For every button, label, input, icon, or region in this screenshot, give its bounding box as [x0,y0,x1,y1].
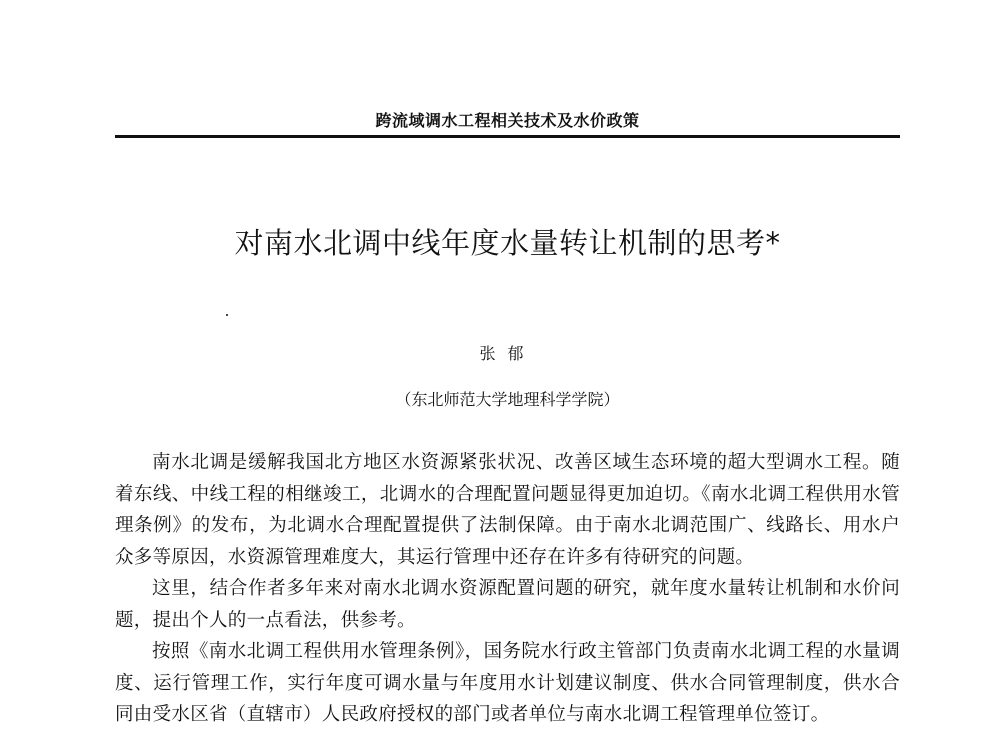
body-paragraph: 这里，结合作者多年来对南水北调水资源配置问题的研究，就年度水量转让机制和水价问题，提出个人的一点看法，供参考。 [115,578,900,631]
header-rule [115,135,900,138]
article-body [115,447,900,731]
article-title: 对南水北调中线年度水量转让机制的思考* [234,226,781,260]
scan-speck [226,314,228,316]
author-name: 张郁 [479,344,536,363]
author-affiliation: （东北师范大学地理科学学院） [395,390,620,409]
body-paragraph: 南水北调是缓解我国北方地区水资源紧张状况、改善区域生态环境的超大型调水工程。随着东线、中线工程的相继竣工，北调水的合理配置问题显得更加迫切。《南水北调工程供用水管理条例》的发布，为北调水合理配置提供了法制保障。由于南水北调范围广、线路长、用水户众多等原因，水资源管理难度大，其运行管理中还存在许多有待研究的问题。 [115,452,900,568]
running-header: 跨流域调水工程相关技术及水价政策 [375,111,640,130]
body-paragraph: 按照《南水北调工程供用水管理条例》，国务院水行政主管部门负责南水北调工程的水量调度、运行管理工作，实行年度可调水量与年度用水计划建议制度、供水合同管理制度，供水合同由受水区省（直辖市）人民政府授权的部门或者单位与南水北调工程管理单位签订。 [115,641,900,725]
